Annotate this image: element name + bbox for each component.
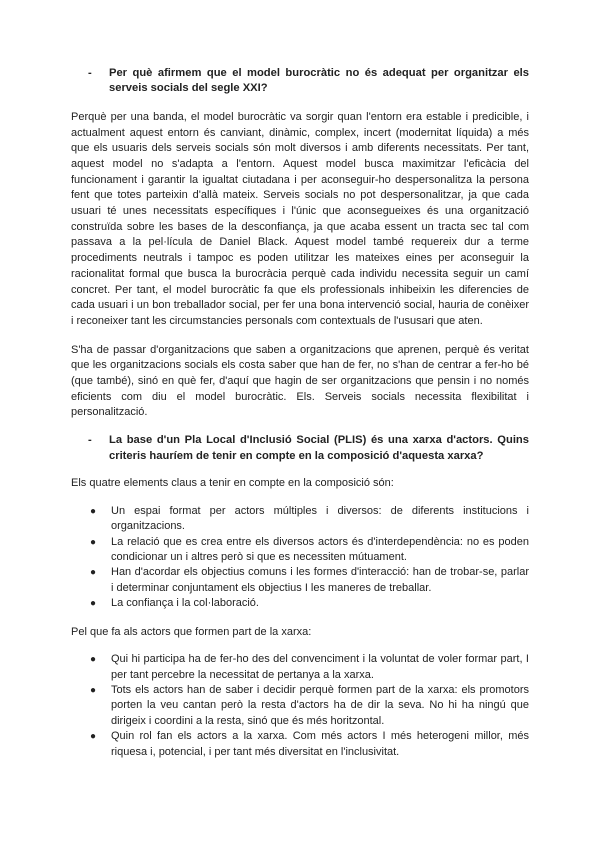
list-item: ● La relació que es crea entre els diversos actors és d'interdependència: no es poden condicionar un i altres però si que es necessiten mútuament. <box>90 535 529 566</box>
bullet-icon: ● <box>90 567 97 579</box>
question-2-heading <box>88 433 529 464</box>
question-2-text: La base d'un Pla Local d'Inclusió Social (PLIS) és una xarxa d'actors. Quins criteris hauríem de tenir en compte en la composició d'aquesta xarxa? <box>109 434 529 462</box>
bullet-icon: ● <box>90 654 97 666</box>
actors-list <box>71 652 529 760</box>
bullet-icon: ● <box>90 505 97 517</box>
paragraph-1: Perquè per una banda, el model burocràtic va sorgir quan l'entorn era estable i predicible, i actualment aquest entorn és canviant, dinàmic, complex, incert (modernitat líquida) a més que els usuaris dels serveis socials són molt diversos i amb diferents necessitats. Per tant, aquest model no s'adapta a l'entorn. Aquest model busca maximitzar l'eficàcia del funcionament i garantir la igualtat ciutadana i per aconseguir-ho despersonalitza la persona fent que totes parteixin d'allà mateix. Serveis socials no pot despersonalitzar, ja que cada usuari té unes necessitats específiques i l'únic que aconsegueixes és una organització construïda sobre les bases de la desconfiança, ja que acaba essent un tracta sec tal com passava a la pel·lícula de Daniel Black. Aquest model també requereix dur a terme procediments neutrals i tampoc es poden utilitzar les mateixes eines per aconseguir la racionalitat formal que busca la burocràcia perquè cada individu necessita seguir un camí concret. Per tant, el model burocràtic fa que els professionals inhibeixin les diferencies de cada usuari i un bon treballador social, per fer una bona intervenció social, hauria de conèixer i reconeixer tant les circumstancies personals com contextuals de l'ususari que aten. <box>71 110 529 327</box>
bullet-icon: ● <box>90 536 97 548</box>
question-1-heading <box>88 66 529 97</box>
list-item: ● Qui hi participa ha de fer-ho des del convenciment i la voluntat de voler formar part, I per tant percebre la necessitat de pertanya a la xarxa. <box>90 652 529 683</box>
bullet-icon: ● <box>90 685 97 697</box>
list-item: ● Un espai format per actors múltiples i diversos: de diferents institucions i organitzacions. <box>90 504 529 535</box>
heading-dash: - <box>88 67 92 79</box>
question-1-text: Per què afirmem que el model burocràtic no és adequat per organitzar els serveis socials del segle XXI? <box>109 67 529 95</box>
bullet-icon: ● <box>90 731 97 743</box>
bullet-icon: ● <box>90 598 97 610</box>
list-item: ● La confiança i la col·laboració. <box>90 596 529 611</box>
criteria-list <box>71 504 529 612</box>
list-item: ● Tots els actors han de saber i decidir perquè formen part de la xarxa: els promotors porten la veu cantan però la resta d'actors ha de dir la seva. No hi ha ningú que dirigeix i coordini a la resta, sinó que és més horitzontal. <box>90 683 529 729</box>
heading-dash: - <box>88 434 92 447</box>
paragraph-4: Pel que fa als actors que formen part de la xarxa: <box>71 625 312 638</box>
list-item: ● Han d'acordar els objectius comuns i les formes d'interacció: han de trobar-se, parlar i determinar conjuntament els objectius I les maneres de treballar. <box>90 565 529 596</box>
paragraph-3: Els quatre elements claus a tenir en compte en la composició són: <box>71 476 394 489</box>
list-item: ● Quin rol fan els actors a la xarxa. Com més actors I més heterogeni millor, més riquesa i, potencial, i per tant més diversitat en l'inclusivitat. <box>90 729 529 760</box>
paragraph-2: S'ha de passar d'organitzacions que saben a organitzacions que aprenen, perquè és veritat que les organitzacions socials els costa saber que han de fer, no s'han de centrar a fer-ho bé (que també), sinó en què fer, d'aquí que hagin de ser organitzacions que pensin i no només eficients com diu el model burocràtic. Els. Serveis socials necessita flexibilitat i personalització. <box>71 343 529 419</box>
